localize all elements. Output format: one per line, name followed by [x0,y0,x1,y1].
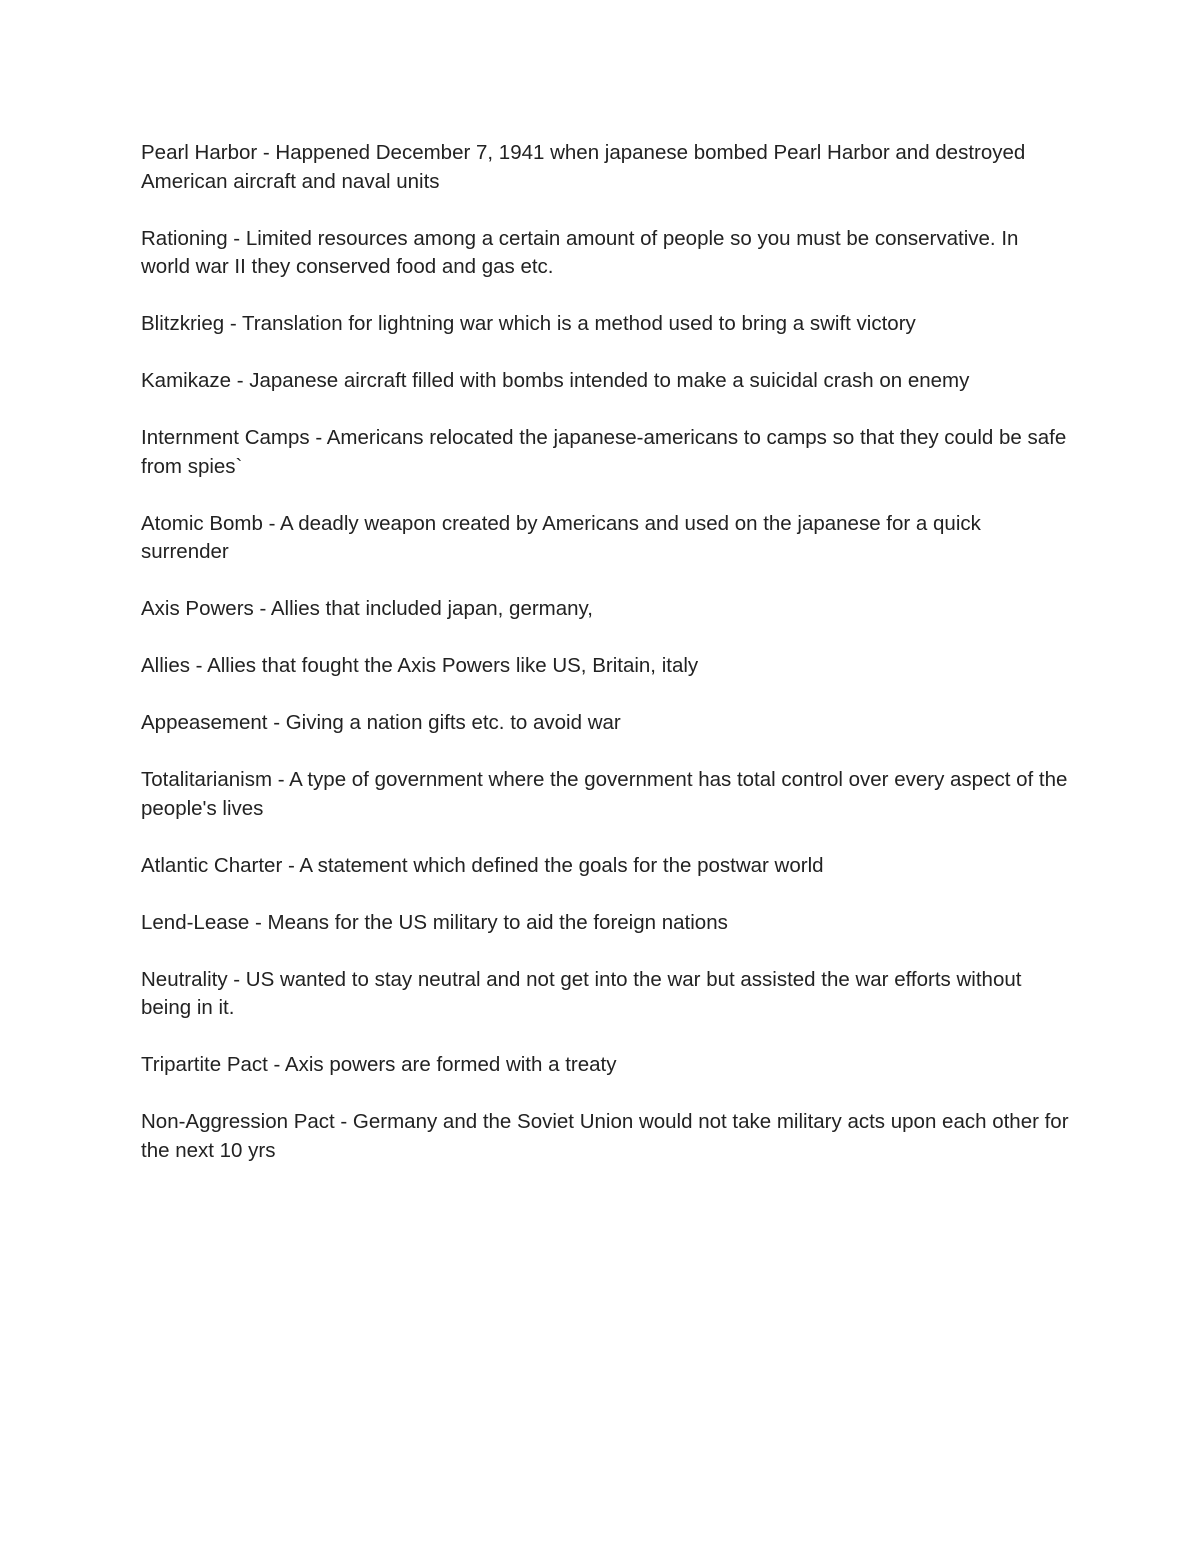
definition-pearl-harbor: Pearl Harbor - Happened December 7, 1941 when japanese bombed Pearl Harbor and destroyed American aircraft and naval units [141,141,1026,193]
document-body [141,139,1071,1194]
definition-internment-camps: Internment Camps - Americans relocated the japanese-americans to camps so that they could be safe from spies` [141,426,1067,478]
definition-atomic-bomb: Atomic Bomb - A deadly weapon created by Americans and used on the japanese for a quick surrender [141,511,981,563]
definition-tripartite-pact: Tripartite Pact - Axis powers are formed with a treaty [141,1053,617,1076]
definition-rationing: Rationing - Limited resources among a certain amount of people so you must be conservative. In world war II they conserved food and gas etc. [141,226,1019,278]
definition-neutrality: Neutrality - US wanted to stay neutral and not get into the war but assisted the war efforts without being in it. [141,967,1022,1019]
definition-axis-powers: Axis Powers - Allies that included japan, germany, [141,597,593,620]
definition-lend-lease: Lend-Lease - Means for the US military to aid the foreign nations [141,910,728,934]
definition-blitzkrieg: Blitzkrieg - Translation for lightning war which is a method used to bring a swift victory [141,312,916,335]
definition-atlantic-charter: Atlantic Charter - A statement which defined the goals for the postwar world [141,853,824,877]
definition-non-aggression-pact: Non-Aggression Pact - Germany and the Soviet Union would not take military acts upon each other for the next 10 yrs [141,1110,1069,1162]
definition-allies: Allies - Allies that fought the Axis Powers like US, Britain, italy [141,654,699,677]
definition-totalitarianism: Totalitarianism - A type of government where the government has total control over every aspect of the people's lives [141,768,1068,820]
definition-kamikaze: Kamikaze - Japanese aircraft filled with bombs intended to make a suicidal crash on enemy [141,369,970,392]
definition-appeasement: Appeasement - Giving a nation gifts etc. to avoid war [141,711,621,734]
